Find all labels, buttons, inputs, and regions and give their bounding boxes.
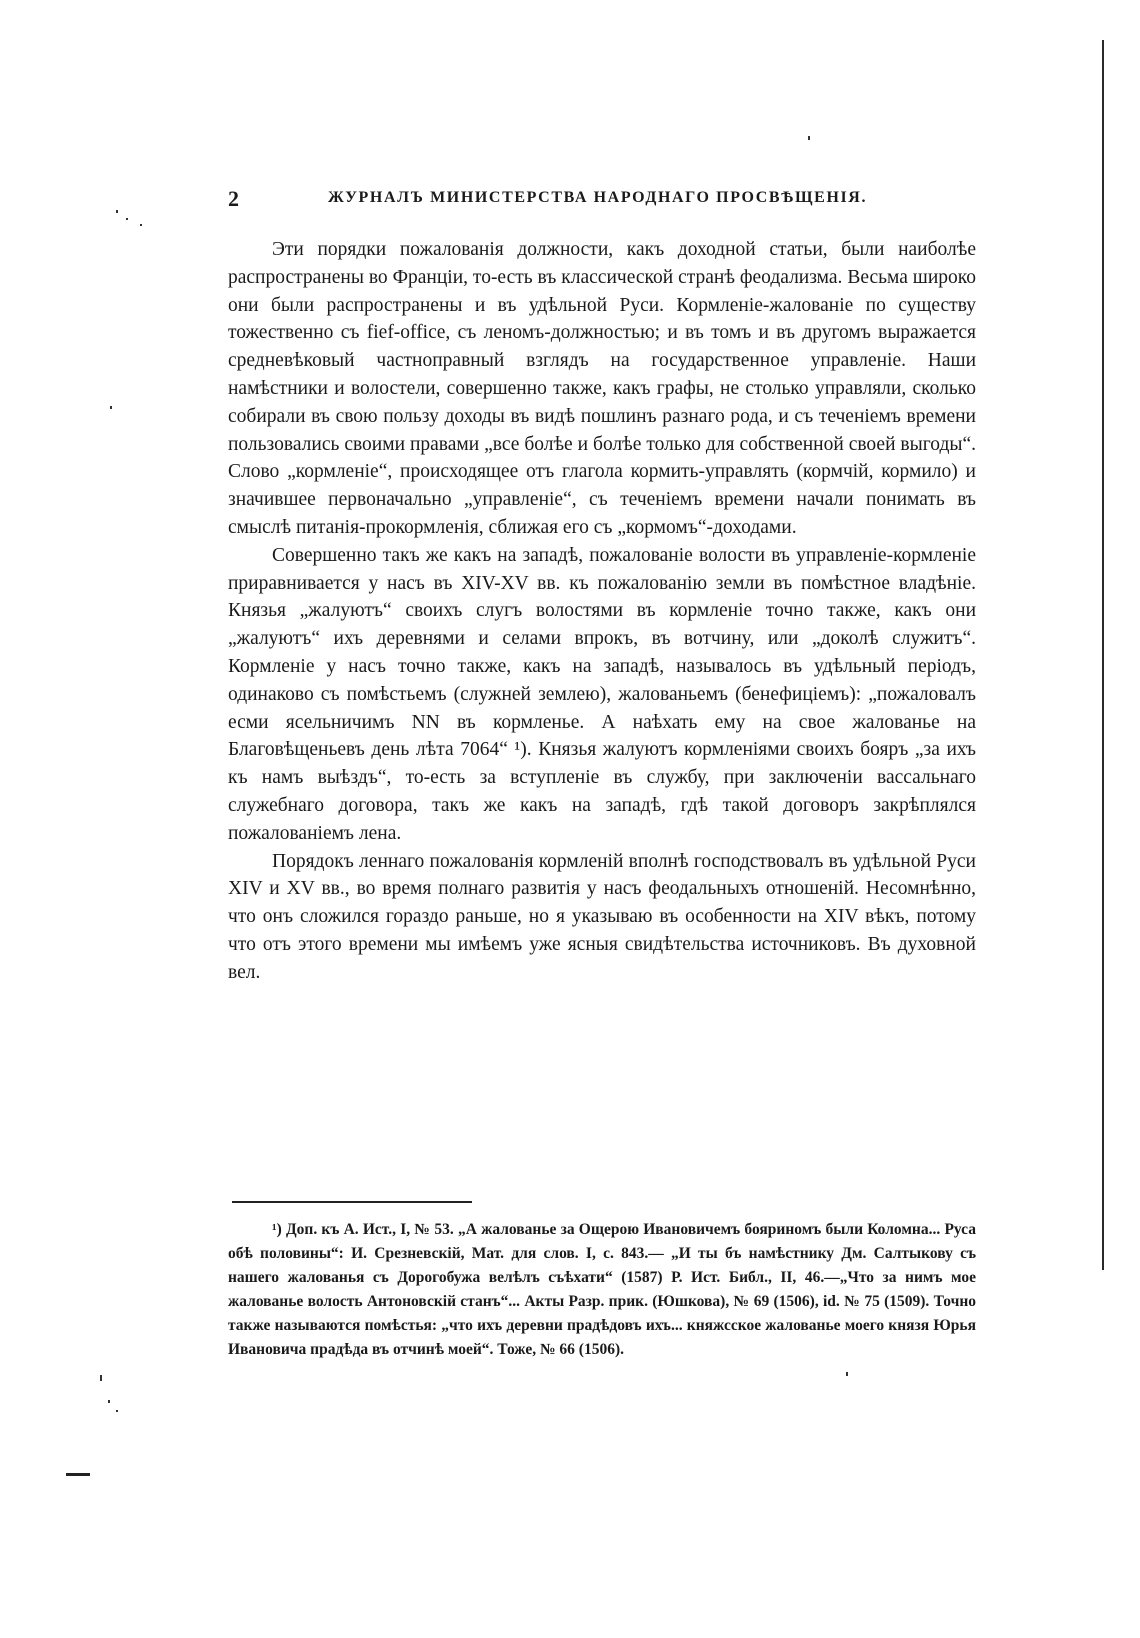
footnotes	[228, 1218, 976, 1362]
page-number: 2	[228, 186, 239, 211]
scan-speck	[140, 224, 142, 226]
paragraph: Совершенно такъ же какъ на западѣ, пожалованіе волости въ управленіе-кормленіе приравнивается у насъ въ XIV-XV вв. къ пожалованію земли въ помѣстное владѣніе. Князья „жалуютъ“ своихъ слугъ волостями въ кормленіе точно также, какъ они „жалуютъ“ ихъ деревнями и селами впрокъ, въ вотчину, или „доколѣ служитъ“. Кормленіе у насъ точно также, какъ на западѣ, называлось въ удѣльный періодъ, одинаково съ помѣстьемъ (служней землею), жалованьемъ (бенефиціемъ): „пожаловалъ есми ясельничимъ NN въ кормленье. А наѣхать ему на свое жалованье на Благовѣщеньевъ день лѣта 7064“ ¹). Князья жалуютъ кормленіями своихъ бояръ „за ихъ къ намъ выѣздъ“, то-есть за вступленіе въ службу, при заключеніи вассальнаго служебнаго договора, такъ же какъ на западѣ, гдѣ такой договоръ закрѣплялся пожалованіемъ лена.	[228, 544, 976, 844]
scan-speck	[116, 1410, 118, 1412]
paragraph: Порядокъ леннаго пожалованія кормленій вполнѣ господствовалъ въ удѣльной Руси XIV и XV вв., во время полнаго развитія у насъ феодальныхъ отношеній. Несомнѣнно, что онъ сложился гораздо раньше, но я указываю въ особенности на XIV вѣкъ, потому что отъ этого времени мы имѣемъ уже ясныя свидѣтельства источниковъ. Въ духовной вел.	[228, 850, 976, 983]
scan-speck	[808, 136, 810, 140]
page-edge-line	[1102, 40, 1104, 1270]
scan-speck	[126, 218, 128, 220]
paragraph: Эти порядки пожалованія должности, какъ доходной статьи, были наиболѣе распространены во Франціи, то-есть въ классической странѣ феодализма. Весьма широко они были распространены и въ удѣльной Руси. Кормленіе-жалованіе по существу тожественно съ fief-office, съ леномъ-должностью; и въ томъ и въ другомъ выражается средневѣковый частноправный взглядъ на государственное управленіе. Наши намѣстники и волостели, совершенно также, какъ графы, не столько управляли, сколько собирали въ свою пользу доходы въ видѣ пошлинъ разнаго рода, и съ теченіемъ времени пользовались своими правами „все болѣе и болѣе только для собственной своей выгоды“. Слово „кормленіе“, происходящее отъ глагола кормить-управлять (кормчій, кормило) и значившее первоначально „управленіе“, съ теченіемъ времени начали понимать въ смыслѣ питанія-прокормленія, сближая его съ „кормомъ“-доходами.	[228, 239, 976, 538]
running-head	[228, 186, 978, 212]
scan-speck	[846, 1372, 848, 1376]
margin-dash-mark	[66, 1473, 90, 1476]
footnote-divider	[232, 1201, 472, 1203]
scan-speck	[110, 406, 112, 409]
scan-speck	[108, 1400, 110, 1403]
body-text	[228, 236, 976, 987]
journal-title: ЖУРНАЛЪ МИНИСТЕРСТВА НАРОДНАГО ПРОСВѢЩЕНІЯ.	[328, 189, 868, 206]
scan-speck	[100, 1375, 102, 1381]
scan-speck	[116, 210, 118, 213]
footnote: ¹) Доп. къ А. Ист., I, № 53. „А жалованье за Ощерою Ивановичемъ бояриномъ были Коломна... Руса обѣ половины“: И. Срезневскій, Мат. для слов. I, с. 843.— „И ты бъ намѣстнику Дм. Салтыкову съ нашего жалованья съ Дорогобужа велѣлъ съѣхати“ (1587) Р. Ист. Библ., II, 46.—„Что за нимъ мое жалованье волость Антоновскій станъ“... Акты Разр. прик. (Юшкова), № 69 (1506), id. № 75 (1509). Точно также называются помѣстья: „что ихъ деревни прадѣдовъ ихъ... княжсское жалованье моего князя Юрья Ивановича прадѣда въ отчинѣ моей“. Тоже, № 66 (1506).	[228, 1221, 976, 1358]
